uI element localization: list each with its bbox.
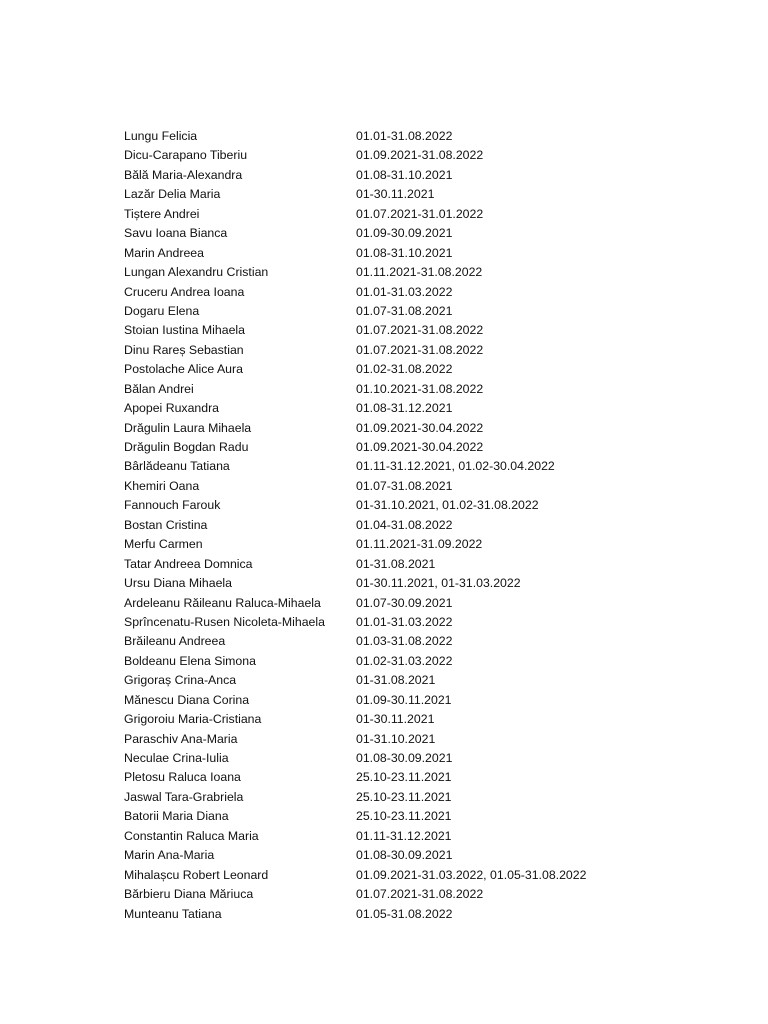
table-row: [124, 885, 764, 904]
period-dates: 01.11.2021-31.09.2022: [356, 537, 483, 552]
period-dates: 01-31.08.2021: [356, 673, 436, 688]
person-name: Drăgulin Bogdan Radu: [124, 440, 249, 454]
person-name: Stoian Iustina Mihaela: [124, 323, 245, 338]
period-dates: 01.09.2021-31.08.2022: [356, 148, 484, 163]
person-name: Lungu Felicia: [124, 129, 198, 143]
period-dates: 01-30.11.2021: [356, 712, 435, 727]
period-dates: 01.08-31.10.2021: [356, 167, 453, 182]
person-name: Grigoroiu Maria-Cristiana: [124, 712, 262, 727]
table-row: [124, 283, 764, 302]
person-name: Constantin Raluca Maria: [124, 828, 259, 843]
table-row: [124, 535, 764, 554]
table-row: [124, 691, 764, 710]
person-name: Boldeanu Elena Simona: [124, 653, 256, 668]
person-name: Bârlădeanu Tatiana: [124, 459, 230, 474]
period-dates: 01.11-31.12.2021, 01.02-30.04.2022: [356, 459, 555, 474]
period-dates: 01.11.2021-31.08.2022: [356, 265, 483, 280]
table-row: [124, 360, 764, 379]
person-name: Savu Ioana Bianca: [124, 226, 228, 241]
table-row: [124, 341, 764, 360]
person-name: Bălă Maria-Alexandra: [124, 167, 243, 182]
table-row: [124, 710, 764, 729]
person-name: Batorii Maria Diana: [124, 809, 229, 824]
person-name: Neculae Crina-Iulia: [124, 751, 229, 765]
period-dates: 01.07-30.09.2021: [356, 595, 453, 610]
person-name: Lungan Alexandru Cristian: [124, 265, 269, 280]
period-dates: 01.01-31.03.2022: [356, 284, 453, 299]
period-dates: 01.09.2021-30.04.2022: [356, 440, 484, 454]
table-row: [124, 224, 764, 243]
person-name: Marin Ana-Maria: [124, 848, 215, 863]
person-name: Bostan Cristina: [124, 517, 208, 532]
period-dates: 01-31.10.2021: [356, 731, 436, 746]
person-name: Tiștere Andrei: [124, 206, 200, 221]
person-name: Munteanu Tatiana: [124, 906, 222, 921]
table-row: [124, 166, 764, 185]
table-row: [124, 671, 764, 690]
table-row: [124, 788, 764, 807]
person-name: Bălan Andrei: [124, 381, 194, 396]
period-dates: 01.08-31.12.2021: [356, 401, 453, 416]
table-row: [124, 632, 764, 651]
person-name: Dicu-Carapano Tiberiu: [124, 148, 248, 163]
person-name: Tatar Andreea Domnica: [124, 556, 253, 571]
person-name: Khemiri Oana: [124, 478, 200, 493]
period-dates: 01.08-30.09.2021: [356, 751, 453, 765]
period-dates: 01.02-31.03.2022: [356, 653, 453, 668]
table-row: [124, 516, 764, 535]
table-row: [124, 321, 764, 340]
table-row: [124, 594, 764, 613]
period-dates: 01.01-31.03.2022: [356, 614, 453, 629]
table-row: [124, 496, 764, 515]
table-row: [124, 477, 764, 496]
person-name: Cruceru Andrea Ioana: [124, 284, 245, 299]
person-name: Merfu Carmen: [124, 537, 203, 552]
person-name: Dinu Rareș Sebastian: [124, 342, 244, 357]
period-dates: 01.08-30.09.2021: [356, 848, 453, 863]
table-row: [124, 205, 764, 224]
period-dates: 01.09.2021-31.03.2022, 01.05-31.08.2022: [356, 867, 587, 882]
period-dates: 01.01-31.08.2022: [356, 129, 453, 143]
person-name: Apopei Ruxandra: [124, 401, 220, 416]
person-name: Fannouch Farouk: [124, 498, 221, 513]
period-dates: 01.09-30.11.2021: [356, 692, 452, 707]
person-name: Bărbieru Diana Măriuca: [124, 887, 254, 902]
table-row: [124, 749, 764, 768]
period-dates: 01.07.2021-31.08.2022: [356, 887, 484, 902]
period-dates: 01.10.2021-31.08.2022: [356, 381, 484, 396]
table-row: [124, 574, 764, 593]
person-name: Ursu Diana Mihaela: [124, 576, 232, 591]
period-dates: 01-30.11.2021, 01-31.03.2022: [356, 576, 521, 591]
table-row: [124, 555, 764, 574]
period-dates: 01.05-31.08.2022: [356, 906, 453, 921]
person-name: Ardeleanu Răileanu Raluca-Mihaela: [124, 595, 321, 610]
table-row: [124, 905, 764, 924]
table-row: [124, 827, 764, 846]
period-dates: 01-30.11.2021: [356, 187, 435, 202]
period-dates: 01.04-31.08.2022: [356, 517, 453, 532]
person-name: Mihalașcu Robert Leonard: [124, 867, 269, 882]
period-dates: 25.10-23.11.2021: [356, 809, 452, 824]
person-name: Postolache Alice Aura: [124, 362, 243, 377]
table-row: [124, 419, 764, 438]
period-dates: 01.08-31.10.2021: [356, 245, 453, 260]
roster-table: [124, 127, 764, 924]
table-row: [124, 457, 764, 476]
person-name: Lazăr Delia Maria: [124, 187, 221, 202]
table-row: [124, 438, 764, 457]
period-dates: 01.03-31.08.2022: [356, 634, 453, 649]
table-row: [124, 244, 764, 263]
table-row: [124, 730, 764, 749]
person-name: Marin Andreea: [124, 245, 204, 260]
table-row: [124, 866, 764, 885]
period-dates: 01.07.2021-31.01.2022: [356, 206, 484, 221]
period-dates: 01.07.2021-31.08.2022: [356, 342, 484, 357]
table-row: [124, 768, 764, 787]
person-name: Dogaru Elena: [124, 303, 200, 318]
period-dates: 25.10-23.11.2021: [356, 770, 452, 785]
table-row: [124, 302, 764, 321]
period-dates: 01.07.2021-31.08.2022: [356, 323, 484, 338]
period-dates: 01.11-31.12.2021: [356, 828, 452, 843]
period-dates: 01.09-30.09.2021: [356, 226, 453, 241]
person-name: Sprîncenatu-Rusen Nicoleta-Mihaela: [124, 614, 325, 629]
table-row: [124, 380, 764, 399]
period-dates: 01.02-31.08.2022: [356, 362, 453, 377]
person-name: Brăileanu Andreea: [124, 634, 226, 649]
person-name: Grigoraș Crina-Anca: [124, 673, 237, 688]
table-row: [124, 652, 764, 671]
table-row: [124, 263, 764, 282]
table-row: [124, 807, 764, 826]
period-dates: 01.07-31.08.2021: [356, 303, 453, 318]
table-row: [124, 613, 764, 632]
period-dates: 25.10-23.11.2021: [356, 789, 452, 804]
table-row: [124, 146, 764, 165]
table-row: [124, 846, 764, 865]
person-name: Paraschiv Ana-Maria: [124, 731, 238, 746]
period-dates: 01.07-31.08.2021: [356, 478, 453, 493]
table-row: [124, 185, 764, 204]
person-name: Mănescu Diana Corina: [124, 692, 250, 707]
table-row: [124, 399, 764, 418]
period-dates: 01-31.08.2021: [356, 556, 436, 571]
table-row: [124, 127, 764, 146]
period-dates: 01.09.2021-30.04.2022: [356, 420, 484, 435]
person-name: Drăgulin Laura Mihaela: [124, 420, 252, 435]
period-dates: 01-31.10.2021, 01.02-31.08.2022: [356, 498, 539, 513]
person-name: Pletosu Raluca Ioana: [124, 770, 241, 785]
person-name: Jaswal Tara-Grabriela: [124, 789, 244, 804]
